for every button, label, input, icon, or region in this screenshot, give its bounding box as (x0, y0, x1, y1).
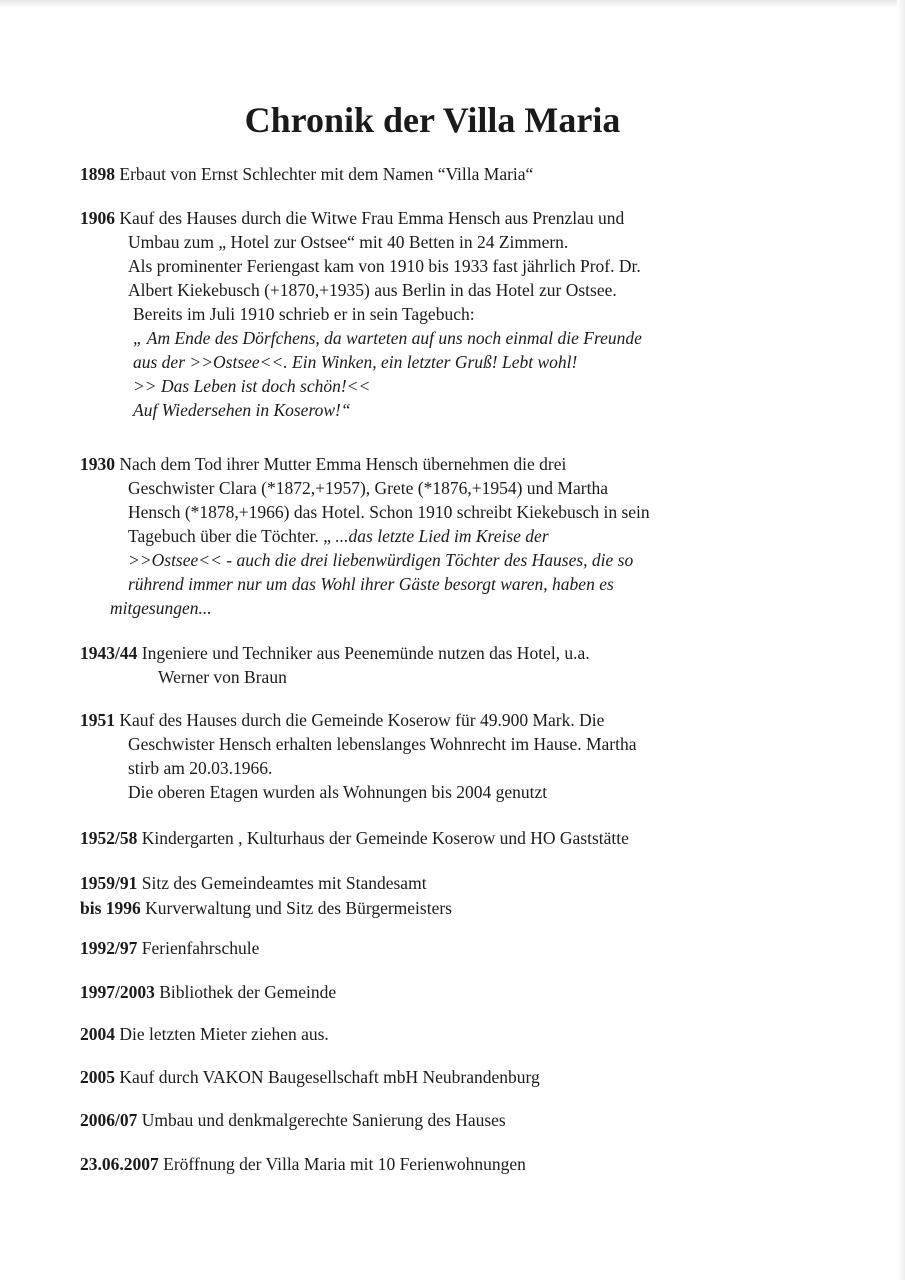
diary-quote: aus der >>Ostsee<<. Ein Winken, ein letzter Gruß! Lebt wohl! (133, 352, 578, 372)
entry-text: stirb am 20.03.1966. (128, 758, 273, 778)
entry-text: Als prominenter Feriengast kam von 1910 bis 1933 fast jährlich Prof. Dr. (128, 256, 641, 276)
entry-text: Kurverwaltung und Sitz des Bürgermeisters (145, 898, 452, 918)
entry-text: Hensch (*1878,+1966) das Hotel. Schon 1910 schreibt Kiekebusch in sein (128, 502, 650, 522)
entry-text: Die letzten Mieter ziehen aus. (119, 1024, 329, 1044)
entry-year: 2005 (80, 1067, 115, 1087)
entry-year: 1930 (80, 454, 115, 474)
entry-text: Ferienfahrschule (141, 938, 260, 958)
entry-text: Umbau zum „ Hotel zur Ostsee“ mit 40 Betten in 24 Zimmern. (128, 232, 569, 252)
diary-quote: „ Am Ende des Dörfchens, da warteten auf uns noch einmal die Freunde (133, 328, 642, 348)
entry-text: Geschwister Hensch erhalten lebenslanges Wohnrecht im Hause. Martha (128, 734, 637, 754)
entry-text: Bibliothek der Gemeinde (159, 982, 337, 1002)
entry-1951 (80, 708, 800, 804)
diary-quote: rührend immer nur um das Wohl ihrer Gäste besorgt waren, haben es (128, 574, 614, 594)
entry-text: Geschwister Clara (*1872,+1957), Grete (*1876,+1954) und Martha (128, 478, 608, 498)
page-title: Chronik der Villa Maria (244, 100, 621, 140)
diary-quote: >> Das Leben ist doch schön!<< (133, 376, 371, 396)
entry-text: Die oberen Etagen wurden als Wohnungen bis 2004 genutzt (128, 782, 548, 802)
entry-text: Kauf des Hauses durch die Gemeinde Koserow für 49.900 Mark. Die (119, 710, 605, 730)
entry-text: Albert Kiekebusch (+1870,+1935) aus Berlin in das Hotel zur Ostsee. (128, 280, 617, 300)
entry-1898 (80, 162, 800, 186)
diary-quote: >>Ostsee<< - auch die drei liebenwürdigen Töchter des Hauses, die so (128, 550, 634, 570)
scan-edge-top (0, 0, 905, 8)
entry-text: Sitz des Gemeindeamtes mit Standesamt (141, 873, 427, 893)
entry-year: 23.06.2007 (80, 1154, 159, 1174)
diary-quote: mitgesungen... (110, 598, 212, 618)
entry-text: Eröffnung der Villa Maria mit 10 Ferienwohnungen (163, 1154, 526, 1174)
entry-text: Kauf durch VAKON Baugesellschaft mbH Neubrandenburg (119, 1067, 540, 1087)
entry-year: 1898 (80, 164, 115, 184)
entry-year: 1997/2003 (80, 982, 155, 1002)
entry-1906 (80, 206, 800, 422)
entry-year: 2004 (80, 1024, 115, 1044)
entry-year: 1906 (80, 208, 115, 228)
entry-text: Kauf des Hauses durch die Witwe Frau Emma Hensch aus Prenzlau und (119, 208, 625, 228)
diary-quote: Auf Wiedersehen in Koserow!“ (133, 400, 351, 420)
entry-year: bis 1996 (80, 898, 141, 918)
entry-1997 (80, 980, 800, 1004)
entry-text: Umbau und denkmalgerechte Sanierung des Hauses (141, 1110, 506, 1130)
entry-1952 (80, 826, 800, 850)
entry-year: 1943/44 (80, 643, 138, 663)
entry-year: 2006/07 (80, 1110, 138, 1130)
entry-1943 (80, 641, 800, 689)
entry-2007 (80, 1152, 800, 1176)
entry-2004 (80, 1022, 800, 1046)
entry-year: 1952/58 (80, 828, 138, 848)
entry-text: Werner von Braun (158, 667, 287, 687)
entry-text: Kindergarten , Kulturhaus der Gemeinde Koserow und HO Gaststätte (141, 828, 629, 848)
entry-text: Nach dem Tod ihrer Mutter Emma Hensch übernehmen die drei (119, 454, 567, 474)
entry-text: Bereits im Juli 1910 schrieb er in sein Tagebuch: (133, 304, 475, 324)
diary-quote: ...das letzte Lied im Kreise der (335, 526, 549, 546)
entry-1996 (80, 896, 800, 920)
entry-year: 1992/97 (80, 938, 138, 958)
entry-text: Erbaut von Ernst Schlechter mit dem Namen “Villa Maria“ (119, 164, 534, 184)
entry-text: Tagebuch über die Töchter. „ (128, 526, 336, 546)
entry-text-line (80, 524, 800, 548)
entry-2006 (80, 1108, 800, 1132)
entry-1930 (80, 452, 800, 620)
entry-2005 (80, 1065, 800, 1089)
scan-edge-right (897, 0, 905, 1280)
entry-text: Ingeniere und Techniker aus Peenemünde nutzen das Hotel, u.a. (141, 643, 590, 663)
entry-1959 (80, 871, 800, 895)
entry-year: 1951 (80, 710, 115, 730)
entry-year: 1959/91 (80, 873, 138, 893)
entry-1992 (80, 936, 800, 960)
